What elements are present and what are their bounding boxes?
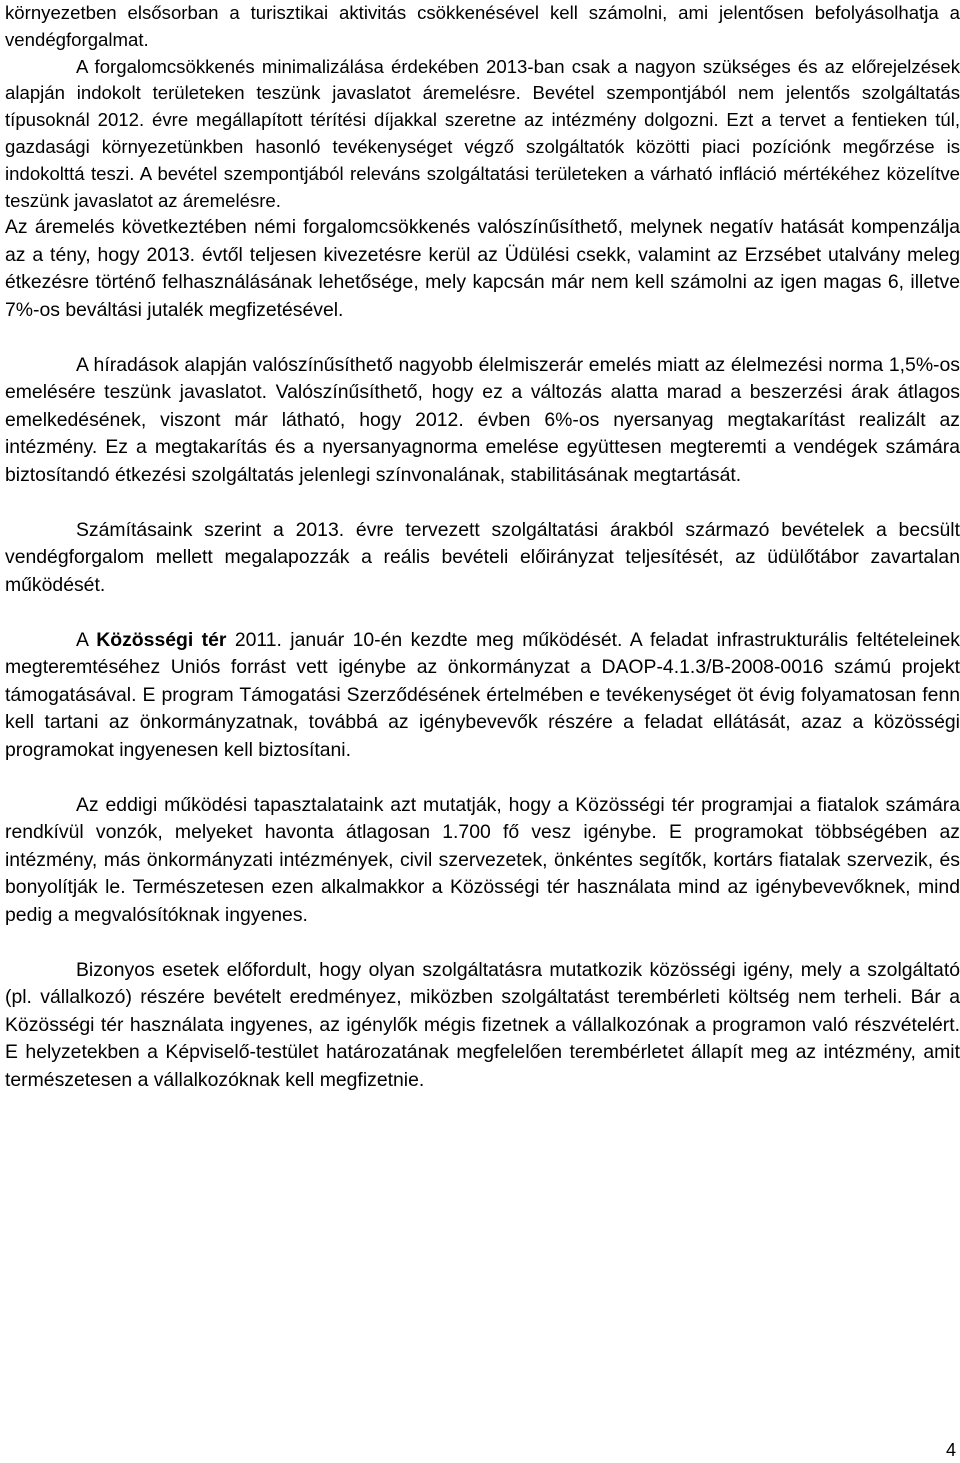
paragraph-spacer — [5, 764, 960, 792]
paragraph-price-increase-part-a: A forgalomcsökkenés minimalizálása érdekében 2013-ban csak a nagyon szükséges és az előrejelzések alapján indokolt területeken teszünk javaslatot áremelésre. — [5, 55, 960, 104]
paragraph-spacer — [5, 929, 960, 957]
page-number: 4 — [945, 1440, 956, 1460]
paragraph-intro: környezetben elsősorban a turisztikai aktivitás csökkenésével kell számolni, ami jelentősen befolyásolhatja a vendégforgalmat. — [5, 2, 960, 50]
paragraph-spacer — [5, 599, 960, 627]
paragraph-price-increase — [5, 54, 960, 215]
paragraph-price-increase-part-b: Bevétel szempontjából nem jelentős szolgáltatás típusoknál 2012. évre megállapított térítési díjakkal szeretne az intézmény dolgozni. Ezt a tervet a fentieken túl, gazdasági környezetünkben hasonló tevékenységet végző szolgáltatók közötti piaci pozíciónk megőrzése is indokolttá teszi. A bevétel szempontjából releváns szolgáltatási területeken a várható infláció mértékéhez közelítve teszünk javaslatot az áremelésre. — [5, 82, 960, 211]
paragraph-room-rental: Bizonyos esetek előfordult, hogy olyan szolgáltatásra mutatkozik közösségi igény, mely a szolgáltató (pl. vállalkozó) részére bevételt eredményez, miközben szolgáltatást terembérleti költség nem terheli. Bár a Közösségi tér használata ingyenes, az igénylők mégis fizetnek a vállalkozónak a programon való részvételért. E helyzetekben a Képviselő-testület határozatának megfelelően terembérletet állapít meg az intézmény, amit természetesen a vállalkozóknak kell megfizetnie. — [5, 958, 960, 1091]
community-space-post: 2011. január 10-én kezdte meg működését. A feladat infrastrukturális feltételeinek megteremtéséhez Uniós forrást vett igénybe az önkormányzat a DAOP-4.1.3/B-2008-0016 számú projekt támogatásával. E program Támogatási Szerződésének értelmében e tevékenységet öt évig folyamatosan fenn kell tartani az önkormányzatnak, továbbá az igénybevevők részére a feladat ellátását, azaz a közösségi programokat ingyenesen kell biztosítani. — [5, 628, 960, 761]
paragraph-spacer — [5, 324, 960, 352]
paragraph-spacer — [5, 489, 960, 517]
paragraph-calculations: Számításaink szerint a 2013. évre tervezett szolgáltatási árakból származó bevételek a becsült vendégforgalom mellett megalapozzák a reális bevételi előirányzat teljesítését, az üdülőtábor zavartalan működését. — [5, 518, 960, 596]
paragraph-community-space — [5, 627, 960, 765]
community-space-bold-term: Közösségi tér — [96, 628, 227, 651]
paragraph-voucher: Az áremelés következtében némi forgalomcsökkenés valószínűsíthető, melynek negatív hatását kompenzálja az a tény, hogy 2013. évtől teljesen kivezetésre kerül az Üdülési csekk, valamint az Erzsébet utalvány meleg étkezésre történő felhasználásának lehetősége, mely kapcsán már nem kell számolni az igen magas 6, illetve 7%-os beváltási jutalék megfizetésével. — [5, 216, 960, 321]
community-space-pre: A — [76, 628, 97, 651]
paragraph-experiences: Az eddigi működési tapasztalataink azt mutatják, hogy a Közösségi tér programjai a fiatalok számára rendkívül vonzók, melyeket havonta átlagosan 1.700 fő vesz igénybe. E programokat többségében az intézmény, más önkormányzati intézmények, civil szervezetek, önkéntes segítők, kortárs fiatalak szervezik, és bonyolítják le. Természetesen ezen alkalmakkor a Közösségi tér használata mind az igénybevevőknek, mind pedig a megvalósítóknak ingyenes. — [5, 793, 960, 926]
document-page — [5, 0, 960, 1094]
paragraph-food-norm: A híradások alapján valószínűsíthető nagyobb élelmiszerár emelés miatt az élelmezési norma 1,5%-os emelésére teszünk javaslatot. Valószínűsíthető, hogy ez a változás alatta marad a beszerzési árak átlagos emelkedésének, viszont már látható, hogy 2012. évben 6%-os nyersanyag megtakarítást realizált az intézmény. Ez a megtakarítás és a nyersanyagnorma emelése együttesen megteremti a vendégek számára biztosítandó étkezési szolgáltatás jelenlegi színvonalának, stabilitásának megtartását. — [5, 353, 960, 486]
